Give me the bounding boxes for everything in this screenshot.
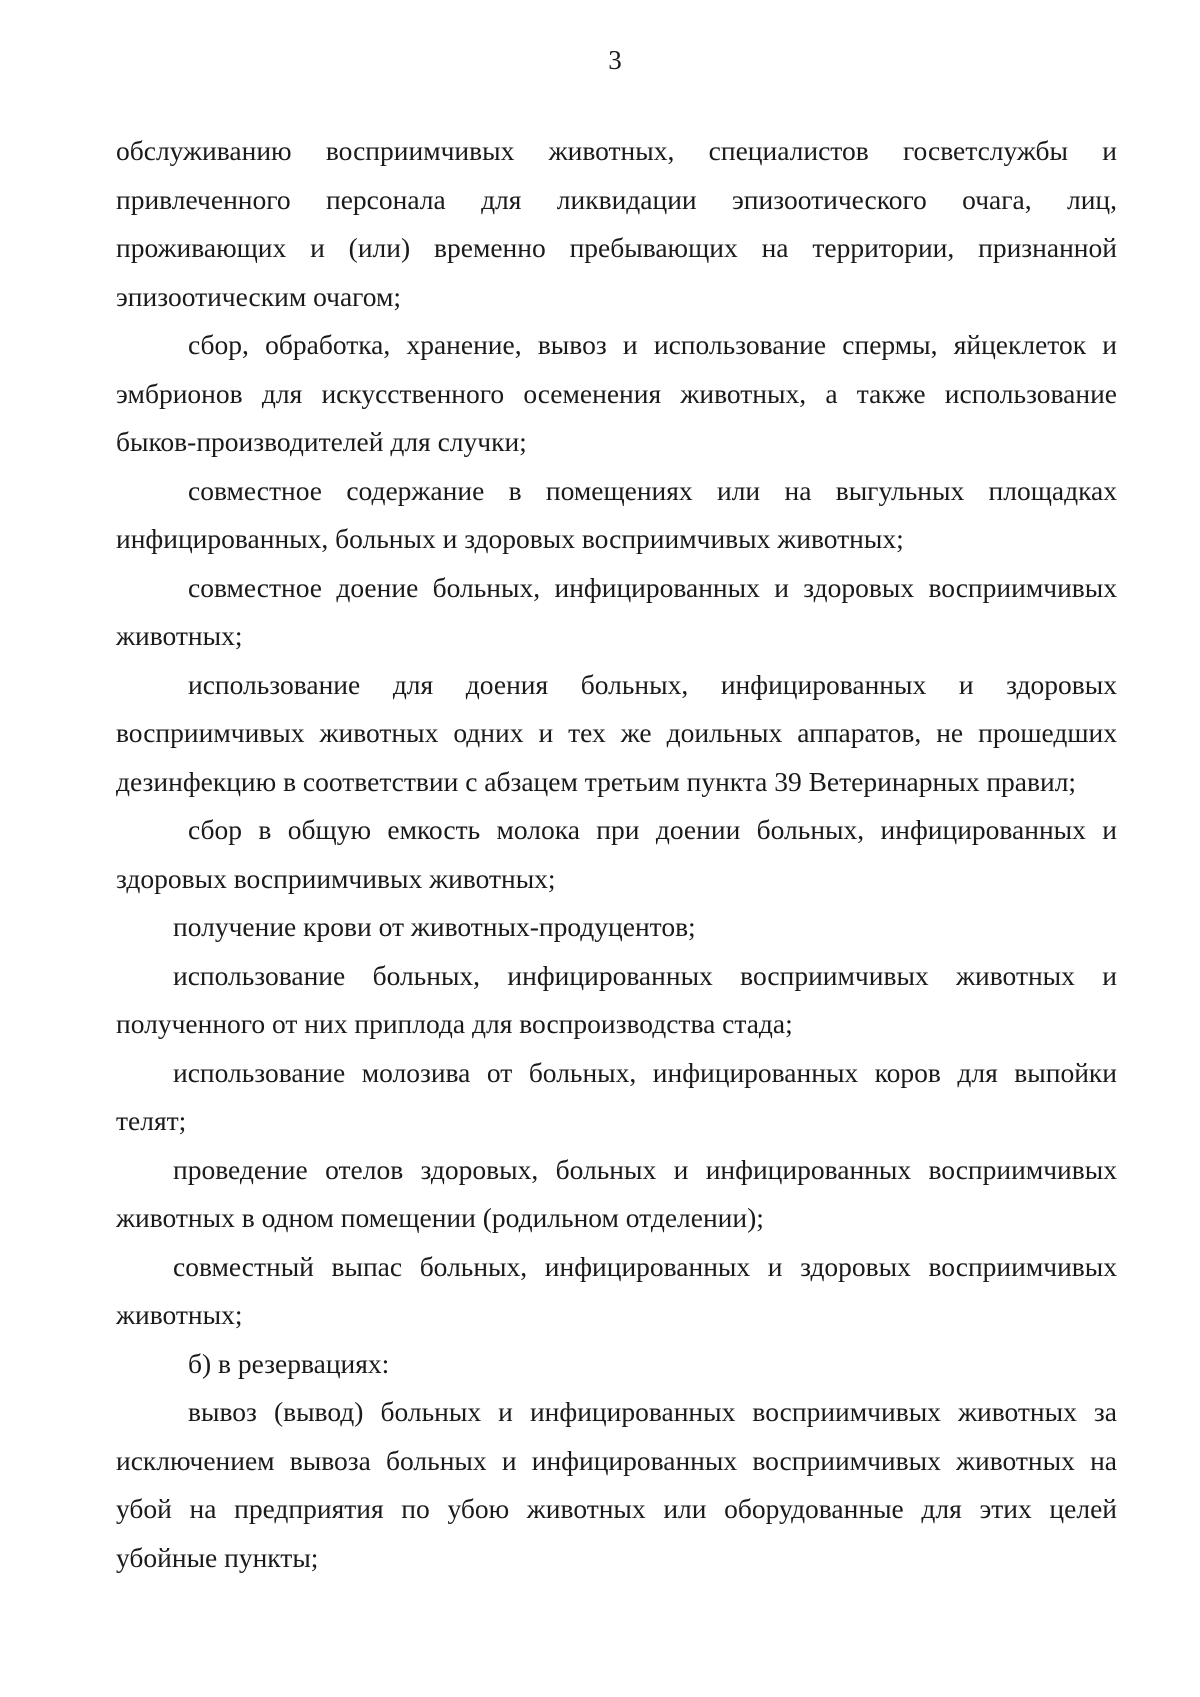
document-body — [116, 127, 1117, 1582]
paragraph-animal-removal: вывоз (вывод) больных и инфицированных восприимчивых животных за исключением вывоза больных и инфицированных восприимчивых животных на убой на предприятия по убою животных или оборудованные для этих целей убойные пункты; — [116, 1396, 1117, 1573]
paragraph-joint-grazing: совместный выпас больных, инфицированных и здоровых восприимчивых животных; — [116, 1250, 1117, 1330]
page-number: 3 — [608, 45, 622, 75]
paragraph-milk-collection: сбор в общую емкость молока при доении больных, инфицированных и здоровых восприимчивых животных; — [116, 814, 1117, 894]
paragraph-reservations-heading: б) в резервациях: — [188, 1347, 390, 1379]
paragraph-blood-collection: получение крови от животных-продуцентов; — [173, 911, 696, 942]
paragraph-joint-milking: совместное доение больных, инфицированных и здоровых восприимчивых животных; — [116, 571, 1117, 651]
paragraph-semen-collection: сбор, обработка, хранение, вывоз и использование спермы, яйцеклеток и эмбрионов для искусственного осеменения животных, а также использование быков-производителей для случки; — [116, 329, 1117, 457]
paragraph-herd-reproduction: использование больных, инфицированных восприимчивых животных и полученного от них приплода для воспроизводства стада; — [116, 959, 1117, 1039]
paragraph-colostrum-use: использование молозива от больных, инфицированных коров для выпойки телят; — [116, 1056, 1117, 1136]
paragraph-calving: проведение отелов здоровых, больных и инфицированных восприимчивых животных в одном помещении (родильном отделении); — [116, 1153, 1117, 1233]
paragraph-joint-housing: совместное содержание в помещениях или на выгульных площадках инфицированных, больных и здоровых восприимчивых животных; — [116, 474, 1117, 554]
paragraph-continuation: обслуживанию восприимчивых животных, специалистов госветслужбы и привлеченного персонала для ликвидации эпизоотического очага, лиц, проживающих и (или) временно пребывающих на территории, признанной эпизоотическим очагом; — [116, 135, 1117, 312]
paragraph-milking-equipment: использование для доения больных, инфицированных и здоровых восприимчивых животных одних и тех же доильных аппаратов, не прошедших дезинфекцию в соответствии с абзацем третьим пункта 39 Ветеринарных правил; — [116, 668, 1117, 797]
